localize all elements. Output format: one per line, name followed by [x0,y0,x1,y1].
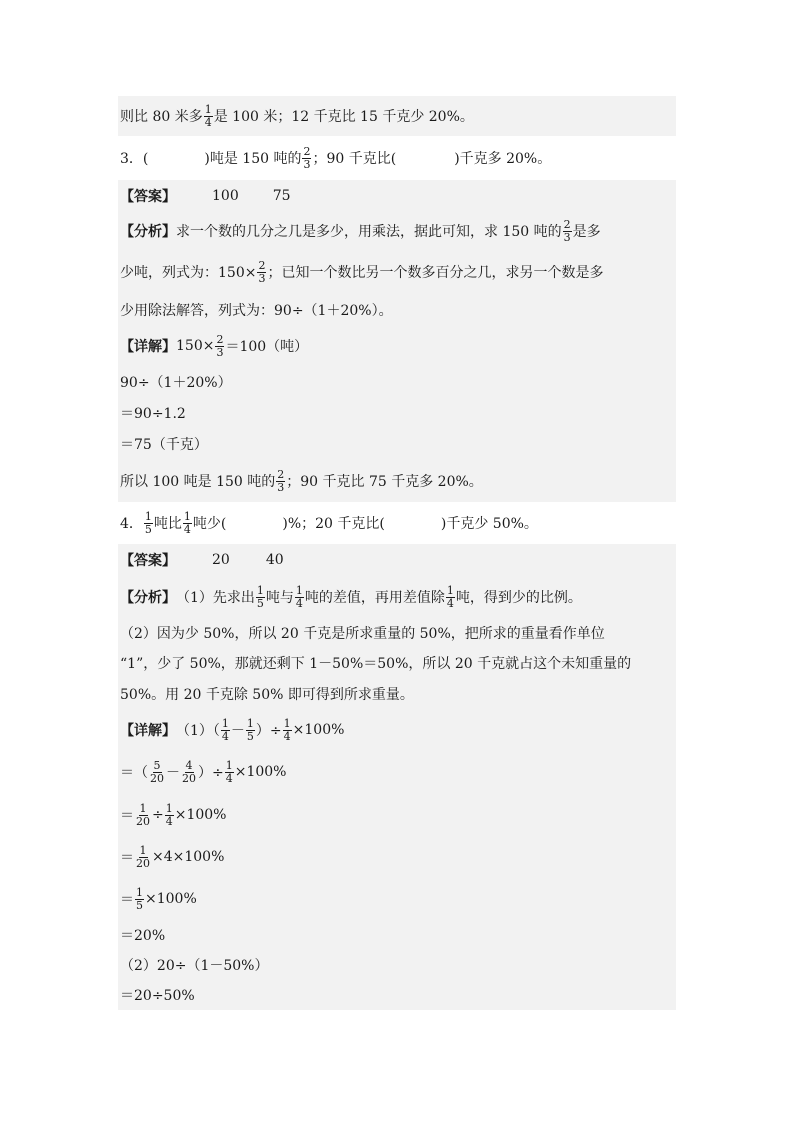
text: 少吨，列式为：150× [120,265,257,281]
text: ×100% [145,891,197,907]
text: ＝90÷1.2 [120,406,186,422]
text: ×100% [174,807,227,823]
text: 50%。用 20 千克除 50% 即可得到所求重量。 [120,687,414,703]
text: ÷ [152,807,164,823]
detail-4-line [118,950,676,980]
text: － [166,765,180,781]
fraction: $\frac{1}{4}$ [225,758,233,785]
analysis-4-line [118,648,676,678]
detail-label: 【详解】 [120,339,176,355]
text: （1）（ [176,723,220,739]
text: ）÷ [255,723,282,739]
fraction: $\frac{1}{5}$ [246,716,254,743]
analysis-3-line [118,250,676,294]
fraction: $\frac{1}{5}$ [144,509,152,536]
answer-value: 100 [212,188,239,204]
question-4 [118,502,676,544]
detail-3-line [118,326,676,366]
text: ×4×100% [152,849,225,865]
answer-4 [118,544,676,576]
fraction: $\frac{1}{4}$ [204,102,212,129]
answer-3 [118,180,676,212]
text: )%；20 千克比( [282,516,385,532]
fraction: $\frac{1}{4}$ [183,509,191,536]
text: )吨是 150 吨的 [204,151,302,167]
fraction: $\frac{1}{4}$ [283,716,291,743]
text: 4． [120,516,143,532]
detail-3-line [118,428,676,460]
text: 吨与 [265,590,294,606]
text: （1）先求出 [176,590,255,606]
text: 90÷（1＋20%） [120,375,232,391]
text: ×100% [234,764,287,780]
text: 吨少( [192,516,227,532]
answer-label: 【答案】 [120,553,176,569]
detail-4-line [118,878,676,920]
analysis-4-line [118,678,676,710]
fraction: $\frac{1}{20}$ [136,843,150,870]
text: “1”，少了 50%，那就还剩下 1－50%＝50%，所以 20 千克就占这个未知重量的 [120,656,632,672]
text: ＝20% [120,928,166,944]
fraction: $\frac{2}{3}$ [258,258,266,285]
text: ＝20÷50% [120,988,195,1004]
text: )千克少 50%。 [440,516,538,532]
text: ）÷ [198,765,224,781]
fraction: $\frac{1}{4}$ [165,801,173,828]
text: ＝ [120,892,134,908]
analysis-3-line [118,212,676,250]
answer-value: 75 [272,188,291,204]
text: )千克多 20%。 [454,151,552,167]
text: 吨的差值，再用差值除 [304,590,445,606]
text: － [230,723,245,739]
text: 吨比 [153,516,182,532]
answer-label: 【答案】 [120,189,176,205]
analysis-label: 【分析】 [120,590,176,606]
detail-3-line [118,398,676,428]
fraction: $\frac{2}{3}$ [216,332,224,359]
text: 是多 [572,224,601,240]
fraction: $\frac{1}{5}$ [136,885,143,912]
fraction: $\frac{1}{4}$ [221,716,229,743]
text: ＝75（千克） [120,437,208,453]
text: ×100% [292,722,345,738]
detail-4-line [118,836,676,878]
detail-3-line [118,366,676,398]
text: 则比 80 米多 [120,109,203,125]
text: ；已知一个数比另一个数多百分之几，求另一个数是多 [267,265,604,281]
text: ＝ [120,808,134,824]
question-3 [118,138,676,178]
fraction: $\frac{2}{3}$ [303,144,311,171]
text: 是 100 米；12 千克比 15 千克少 20%。 [213,109,474,125]
analysis-3-line [118,294,676,326]
detail-4-line [118,794,676,836]
text: （2）因为少 50%，所以 20 千克是所求重量的 50%，把所求的重量看作单位 [120,626,605,642]
fraction: $\frac{1}{4}$ [295,583,303,610]
fraction: $\frac{1}{4}$ [446,583,454,610]
analysis-label: 【分析】 [120,224,176,240]
detail-4-line [118,710,676,750]
text: ＝ [120,850,134,866]
detail-4-line [118,750,676,794]
detail-4-line [118,980,676,1010]
text: 150× [176,338,215,354]
text: 求一个数的几分之几是多少，用乘法，据此可知，求 150 吨的 [176,224,562,240]
text: 少用除法解答，列式为：90÷（1＋20%）。 [120,303,393,319]
fraction: $\frac{2}{3}$ [563,217,571,244]
detail-4-line [118,920,676,950]
text-line [118,96,676,136]
fraction: $\frac{1}{20}$ [136,801,150,828]
text: ＝（ [120,765,148,781]
analysis-4-line [118,618,676,648]
text: 3．( [120,151,149,167]
text: ＝100（吨） [225,339,309,355]
answer-value: 40 [265,552,284,568]
fraction: $\frac{4}{20}$ [182,758,196,785]
analysis-4-line [118,576,676,618]
text: 所以 100 吨是 150 吨的 [120,474,276,490]
fraction: $\frac{5}{20}$ [150,758,164,785]
text: 吨，得到少的比例。 [455,590,582,606]
text: ；90 千克比 75 千克多 20%。 [286,474,483,490]
answer-value: 20 [212,552,230,568]
text: （2）20÷（1－50%） [120,958,269,974]
detail-3-line [118,460,676,502]
fraction: $\frac{1}{5}$ [256,583,264,610]
fraction: $\frac{2}{3}$ [277,467,285,494]
text: ；90 千克比( [312,151,397,167]
detail-label: 【详解】 [120,723,176,739]
